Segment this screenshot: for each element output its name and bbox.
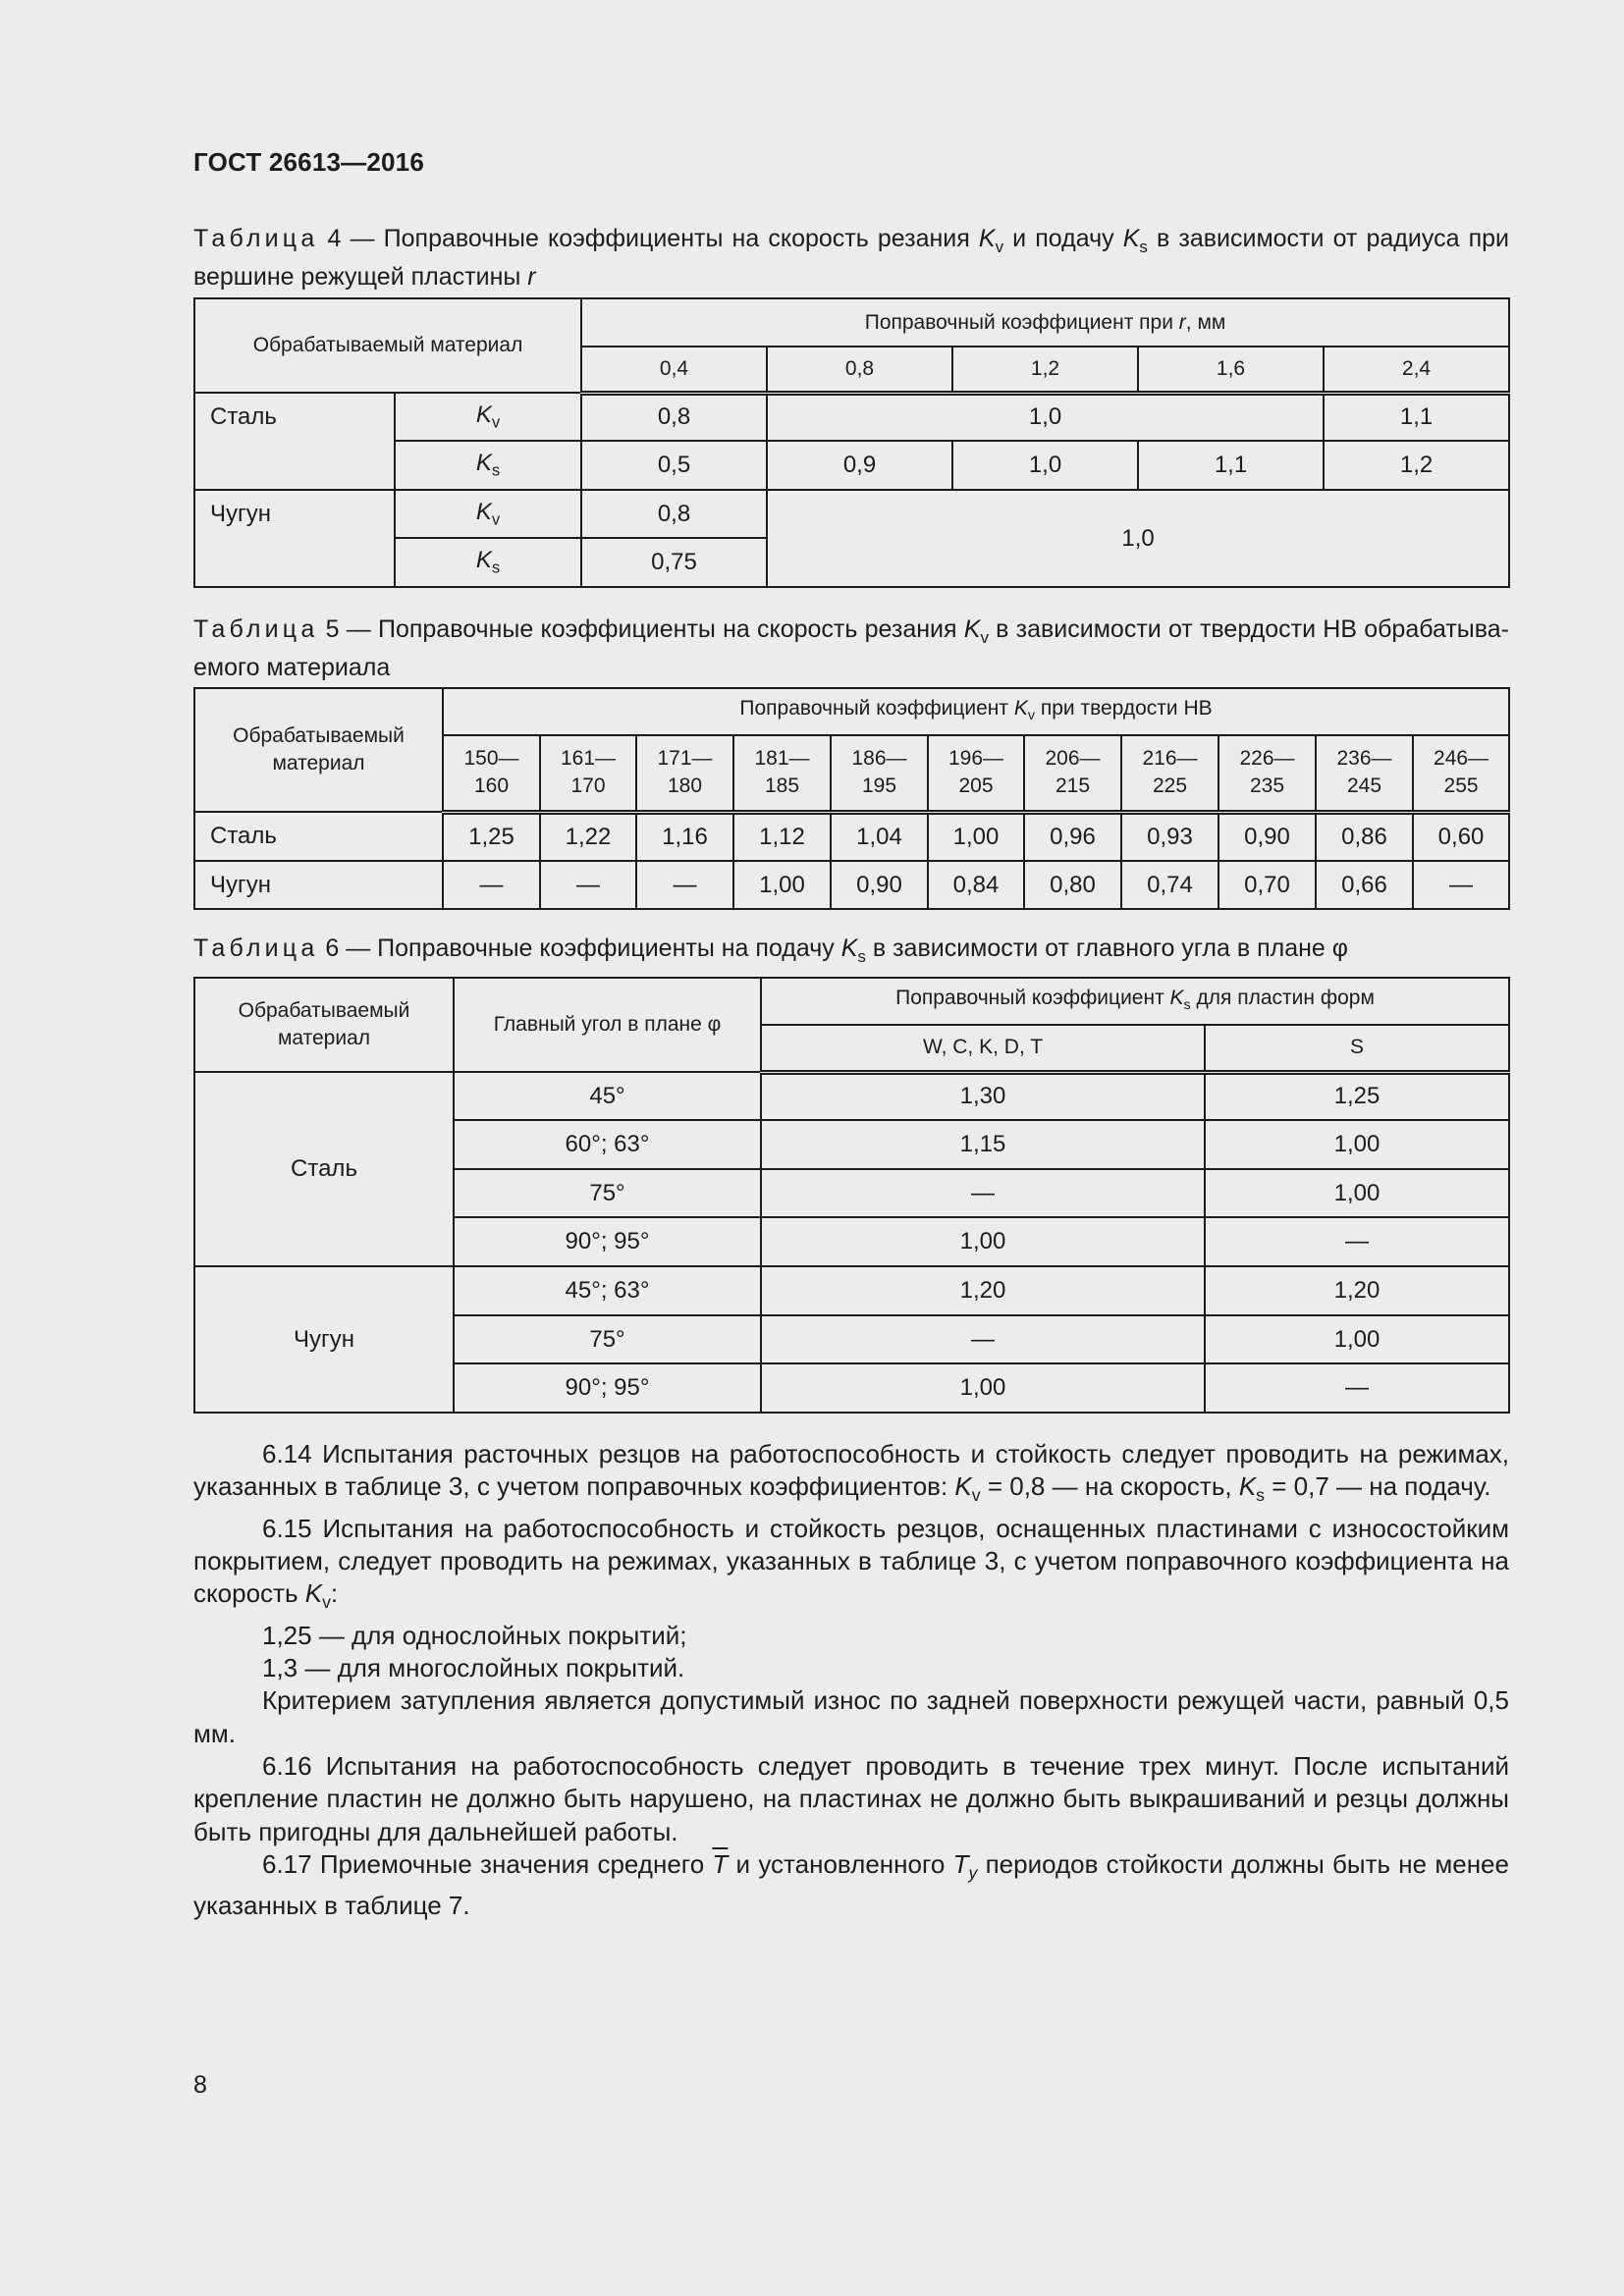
table-cell: 1,1 xyxy=(1324,393,1509,441)
table-cell: 0,96 xyxy=(1024,812,1121,861)
table-cell: 1,1 xyxy=(1138,441,1324,490)
radius-header: 0,4 xyxy=(581,347,767,393)
table-cell: — xyxy=(761,1315,1205,1363)
table-cell: — xyxy=(1205,1363,1509,1413)
table-cell: 0,93 xyxy=(1121,812,1218,861)
table-cell: 0,5 xyxy=(581,441,767,490)
material-iron: Чугун xyxy=(194,490,395,587)
table-cell: — xyxy=(540,861,636,909)
body-text xyxy=(193,1438,1509,1923)
header-forms-wckdt: W, C, K, D, T xyxy=(761,1025,1205,1072)
table-cell: 1,0 xyxy=(767,490,1509,587)
table-cell: 1,20 xyxy=(761,1266,1205,1315)
table-cell: 0,8 xyxy=(581,490,767,538)
table-cell: 1,0 xyxy=(767,393,1324,441)
coef-ks-label: $K_s$ xyxy=(395,441,581,490)
table-cell: — xyxy=(1205,1217,1509,1266)
header-coefficient: Поправочный коэффициент $K_s$ для пластин форм xyxy=(761,978,1509,1025)
table-cell: 0,75 xyxy=(581,538,767,587)
table-cell: 0,84 xyxy=(928,861,1024,909)
paragraph-6-15: 6.15 Испытания на работоспособность и стойкость резцов, оснащенных пластинами с износостойким покрытием, следует проводить на режимах, указанных в таблице 3, с учетом поправочного коэффициента на скорость $K_v$: xyxy=(193,1513,1509,1613)
material-steel: Сталь xyxy=(194,812,443,861)
table-cell: 1,16 xyxy=(636,812,733,861)
paragraph-6-17: 6.17 Приемочные значения среднего $\overline{T}$ и установленного $T_y$ периодов стойкости должны быть не менее указанных в таблице 7. xyxy=(193,1848,1509,1921)
table-cell: — xyxy=(443,861,540,909)
table-cell: 1,00 xyxy=(1205,1169,1509,1217)
table-cell: 75° xyxy=(454,1169,761,1217)
table-cell: 0,90 xyxy=(1218,812,1316,861)
paragraph-criterion: Критерием затупления является допустимый износ по задней поверхности режущей части, равный 0,5 мм. xyxy=(193,1685,1509,1748)
table-cell: 90°; 95° xyxy=(454,1363,761,1413)
table-cell: 0,66 xyxy=(1316,861,1413,909)
hardness-range: 150— 160 xyxy=(443,735,540,812)
radius-header: 1,6 xyxy=(1138,347,1324,393)
hardness-range: 171— 180 xyxy=(636,735,733,812)
material-iron: Чугун xyxy=(194,861,443,909)
table-cell: 1,00 xyxy=(1205,1120,1509,1169)
table-cell: 60°; 63° xyxy=(454,1120,761,1169)
table-cell: — xyxy=(761,1169,1205,1217)
coef-ks-label: $K_s$ xyxy=(395,538,581,587)
material-steel: Сталь xyxy=(194,393,395,490)
radius-header: 1,2 xyxy=(952,347,1138,393)
list-item: 1,3 — для многослойных покрытий. xyxy=(262,1653,685,1683)
table-cell: 1,25 xyxy=(1205,1072,1509,1120)
table5-label: Таблица xyxy=(193,615,319,643)
table-cell: 45°; 63° xyxy=(454,1266,761,1315)
standard-title: ГОСТ 26613—2016 xyxy=(193,147,424,177)
hardness-range: 161— 170 xyxy=(540,735,636,812)
radius-header: 0,8 xyxy=(767,347,952,393)
header-coefficient: Поправочный коэффициент при r, мм xyxy=(581,298,1509,347)
hardness-range: 186— 195 xyxy=(831,735,928,812)
header-material: Обрабатываемый материал xyxy=(194,298,581,393)
material-iron: Чугун xyxy=(194,1266,454,1413)
table-cell: 1,00 xyxy=(733,861,831,909)
hardness-range: 196— 205 xyxy=(928,735,1024,812)
table-cell: 0,70 xyxy=(1218,861,1316,909)
hardness-range: 236— 245 xyxy=(1316,735,1413,812)
table-cell: 1,00 xyxy=(761,1217,1205,1266)
table-cell: 1,00 xyxy=(1205,1315,1509,1363)
table-cell: 0,86 xyxy=(1316,812,1413,861)
table-cell: 1,00 xyxy=(928,812,1024,861)
table-cell: 0,90 xyxy=(831,861,928,909)
table-cell: 1,30 xyxy=(761,1072,1205,1120)
table-cell: 1,15 xyxy=(761,1120,1205,1169)
table6-label: Таблица xyxy=(193,934,319,962)
table-5 xyxy=(193,687,1510,910)
table-cell: 1,22 xyxy=(540,812,636,861)
table-cell: 90°; 95° xyxy=(454,1217,761,1266)
table-cell: 0,9 xyxy=(767,441,952,490)
hardness-range: 226— 235 xyxy=(1218,735,1316,812)
table5-caption: Таблица 5 — Поправочные коэффициенты на скорость резания $K_v$ в зависимости от твердости НВ обрабатываемого материала xyxy=(193,615,1509,681)
table-cell: 1,04 xyxy=(831,812,928,861)
table-cell: 0,80 xyxy=(1024,861,1121,909)
table-cell: 0,74 xyxy=(1121,861,1218,909)
coef-kv-label: $K_v$ xyxy=(395,490,581,538)
table-cell: 1,12 xyxy=(733,812,831,861)
coef-kv-label: $K_v$ xyxy=(395,393,581,441)
radius-header: 2,4 xyxy=(1324,347,1509,393)
hardness-range: 216— 225 xyxy=(1121,735,1218,812)
header-angle: Главный угол в плане φ xyxy=(454,978,761,1072)
table-cell: 1,00 xyxy=(761,1363,1205,1413)
paragraph-6-16: 6.16 Испытания на работоспособность следует проводить в течение трех минут. После испытаний крепление пластин не должно быть нарушено, на пластинах не должно быть выкрашиваний и резцы должны быть пригодны для дальнейшей работы. xyxy=(193,1751,1509,1846)
table-cell: 1,20 xyxy=(1205,1266,1509,1315)
table-6 xyxy=(193,977,1510,1414)
hardness-range: 181— 185 xyxy=(733,735,831,812)
table-cell: 75° xyxy=(454,1315,761,1363)
header-material: Обрабатываемый материал xyxy=(194,978,454,1072)
table-4 xyxy=(193,297,1510,588)
table-cell: 1,2 xyxy=(1324,441,1509,490)
table-cell: — xyxy=(1413,861,1509,909)
list-item: 1,25 — для однослойных покрытий; xyxy=(262,1620,687,1650)
table6-caption: Таблица 6 — Поправочные коэффициенты на подачу $K_s$ в зависимости от главного угла в плане φ xyxy=(193,934,1348,966)
paragraph-6-14: 6.14 Испытания расточных резцов на работоспособность и стойкость следует проводить на режимах, указанных в таблице 3, с учетом поправочных коэффициентов: $K_v = 0,8$ — на скорость, $K_s = 0,7$ — на подачу. xyxy=(193,1439,1509,1506)
table-cell: — xyxy=(636,861,733,909)
table-cell: 1,0 xyxy=(952,441,1138,490)
header-material: Обрабатываемый материал xyxy=(194,688,443,812)
hardness-range: 206— 215 xyxy=(1024,735,1121,812)
material-steel: Сталь xyxy=(194,1072,454,1266)
table-cell: 45° xyxy=(454,1072,761,1120)
table4-label: Таблица xyxy=(193,225,319,252)
table-cell: 0,8 xyxy=(581,393,767,441)
table-cell: 0,60 xyxy=(1413,812,1509,861)
hardness-range: 246— 255 xyxy=(1413,735,1509,812)
header-forms-s: S xyxy=(1205,1025,1509,1072)
table-cell: 1,25 xyxy=(443,812,540,861)
table4-caption: Таблица 4 — Поправочные коэффициенты на скорость резания $K_v$ и подачу $K_s$ в зависимости от радиуса при вершине режущей пластины r xyxy=(193,225,1509,291)
header-coefficient: Поправочный коэффициент $K_v$ при твердости НВ xyxy=(443,688,1509,735)
page-number: 8 xyxy=(193,2071,207,2099)
